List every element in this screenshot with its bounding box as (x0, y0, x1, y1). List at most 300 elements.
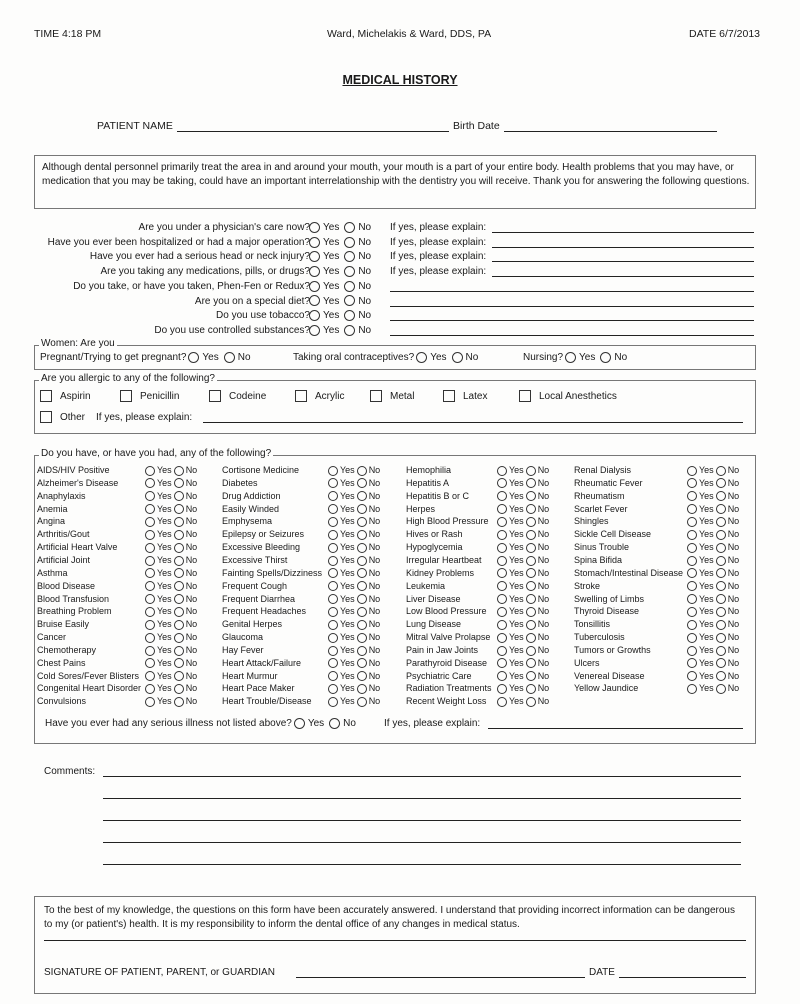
yes-radio[interactable] (328, 697, 338, 707)
yes-radio[interactable] (309, 251, 320, 262)
allergy-checkbox[interactable] (295, 390, 307, 402)
yes-radio[interactable] (145, 491, 155, 501)
yes-no-group (307, 265, 371, 279)
yes-label: Yes (699, 554, 714, 565)
yes-radio[interactable] (687, 478, 697, 488)
yes-radio[interactable] (497, 556, 507, 566)
comments-line[interactable] (103, 798, 741, 799)
no-radio[interactable] (357, 646, 367, 656)
no-label: No (727, 542, 740, 553)
yes-radio[interactable] (145, 556, 155, 566)
pregnant-yes-radio[interactable] (188, 352, 199, 363)
explain-field[interactable] (492, 222, 754, 233)
no-radio[interactable] (716, 594, 726, 604)
yes-radio[interactable] (328, 556, 338, 566)
no-label: No (368, 632, 381, 643)
no-radio[interactable] (716, 491, 726, 501)
explain-field[interactable] (492, 251, 754, 262)
comments-line[interactable] (103, 864, 741, 865)
yes-radio[interactable] (328, 517, 338, 527)
no-radio[interactable] (526, 620, 536, 630)
no-radio[interactable] (174, 491, 184, 501)
yes-label: Yes (157, 593, 172, 604)
no-label: No (537, 644, 550, 655)
no-radio[interactable] (716, 478, 726, 488)
no-radio[interactable] (174, 607, 184, 617)
yes-radio[interactable] (687, 530, 697, 540)
no-radio[interactable] (344, 295, 355, 306)
yes-radio[interactable] (497, 620, 507, 630)
no-radio[interactable] (716, 466, 726, 476)
yes-radio[interactable] (687, 491, 697, 501)
condition-yes-no (143, 605, 197, 617)
question-row (0, 324, 800, 338)
condition-yes-no (326, 695, 380, 707)
yes-radio[interactable] (687, 633, 697, 643)
no-radio[interactable] (526, 478, 536, 488)
yes-radio[interactable] (328, 530, 338, 540)
yes-radio[interactable] (687, 646, 697, 656)
birth-date-field[interactable] (504, 121, 717, 132)
yes-label: Yes (699, 542, 714, 553)
yes-label: Yes (340, 542, 355, 553)
form-time: TIME 4:18 PM (34, 28, 102, 40)
condition-yes-no (143, 515, 197, 527)
no-radio[interactable] (526, 684, 536, 694)
no-label: No (185, 490, 198, 501)
yes-label: Yes (509, 619, 524, 630)
attestation-rule (44, 940, 746, 941)
explain-field[interactable] (390, 325, 754, 336)
no-radio[interactable] (526, 517, 536, 527)
no-label: No (537, 554, 550, 565)
no-radio[interactable] (174, 504, 184, 514)
no-label: No (185, 683, 198, 694)
no-radio[interactable] (344, 281, 355, 292)
condition-yes-no (143, 618, 197, 630)
condition-label: Bruise Easily (37, 619, 90, 630)
yes-radio[interactable] (328, 478, 338, 488)
yes-radio[interactable] (687, 466, 697, 476)
yes-radio[interactable] (145, 607, 155, 617)
yes-label: Yes (340, 529, 355, 540)
no-radio[interactable] (357, 697, 367, 707)
condition-label: Artificial Heart Valve (37, 542, 118, 553)
yes-radio[interactable] (145, 466, 155, 476)
signature-label: SIGNATURE OF PATIENT, PARENT, or GUARDIAN (44, 967, 275, 978)
yes-radio[interactable] (497, 568, 507, 578)
allergy-checkbox[interactable] (40, 390, 52, 402)
no-radio[interactable] (357, 491, 367, 501)
yes-radio[interactable] (328, 671, 338, 681)
no-radio[interactable] (174, 633, 184, 643)
no-radio[interactable] (357, 466, 367, 476)
no-radio[interactable] (526, 633, 536, 643)
no-radio[interactable] (716, 530, 726, 540)
no-label: No (727, 683, 740, 694)
comments-line[interactable] (103, 820, 741, 821)
yes-radio[interactable] (687, 556, 697, 566)
comments-line[interactable] (103, 776, 741, 777)
yes-label: Yes (509, 632, 524, 643)
no-label: No (358, 310, 372, 322)
no-radio[interactable] (357, 684, 367, 694)
yes-radio[interactable] (687, 620, 697, 630)
question-row (0, 250, 800, 264)
yes-radio[interactable] (328, 684, 338, 694)
no-radio[interactable] (174, 466, 184, 476)
condition-label: Easily Winded (222, 503, 280, 514)
no-radio[interactable] (344, 310, 355, 321)
nursing-yes-radio[interactable] (565, 352, 576, 363)
no-radio[interactable] (344, 325, 355, 336)
allergy-checkbox[interactable] (120, 390, 132, 402)
yes-radio[interactable] (328, 568, 338, 578)
yes-radio[interactable] (328, 504, 338, 514)
yes-radio[interactable] (497, 594, 507, 604)
condition-yes-no (685, 631, 739, 643)
yes-radio[interactable] (309, 266, 320, 277)
no-radio[interactable] (716, 517, 726, 527)
yes-radio[interactable] (497, 543, 507, 553)
no-radio[interactable] (174, 568, 184, 578)
yes-radio[interactable] (145, 581, 155, 591)
condition-yes-no (495, 682, 549, 694)
yes-label: Yes (157, 696, 172, 707)
yes-radio[interactable] (309, 310, 320, 321)
yes-label: Yes (157, 683, 172, 694)
explain-field[interactable] (390, 296, 754, 307)
yes-radio[interactable] (497, 697, 507, 707)
no-radio[interactable] (716, 658, 726, 668)
yes-radio[interactable] (687, 504, 697, 514)
no-radio[interactable] (357, 556, 367, 566)
condition-label: Glaucoma (222, 632, 264, 643)
explain-field[interactable] (390, 310, 754, 321)
contraceptives-label: Taking oral contraceptives? (293, 352, 415, 364)
no-radio[interactable] (526, 607, 536, 617)
no-label: No (727, 657, 740, 668)
no-radio[interactable] (716, 646, 726, 656)
no-radio[interactable] (526, 568, 536, 578)
condition-label: Rheumatic Fever (574, 477, 643, 488)
condition-label: Cancer (37, 632, 67, 643)
yes-radio[interactable] (497, 478, 507, 488)
yes-radio[interactable] (687, 568, 697, 578)
no-radio[interactable] (174, 543, 184, 553)
yes-radio[interactable] (145, 504, 155, 514)
yes-label: Yes (307, 718, 325, 729)
allergy-checkbox[interactable] (443, 390, 455, 402)
no-radio[interactable] (716, 671, 726, 681)
explain-field[interactable] (492, 266, 754, 277)
no-radio[interactable] (716, 620, 726, 630)
yes-label: Yes (699, 632, 714, 643)
serious-explain-field[interactable] (488, 718, 743, 729)
question-row (0, 309, 800, 323)
condition-label: Congenital Heart Disorder (37, 683, 142, 694)
no-radio[interactable] (357, 568, 367, 578)
yes-radio[interactable] (328, 633, 338, 643)
no-radio[interactable] (526, 594, 536, 604)
yes-radio[interactable] (309, 325, 320, 336)
no-label: No (537, 606, 550, 617)
comments-line[interactable] (103, 842, 741, 843)
no-radio[interactable] (357, 594, 367, 604)
yes-radio[interactable] (687, 543, 697, 553)
explain-field[interactable] (492, 237, 754, 248)
no-radio[interactable] (174, 697, 184, 707)
yes-radio[interactable] (309, 281, 320, 292)
no-radio[interactable] (174, 658, 184, 668)
yes-radio[interactable] (328, 581, 338, 591)
yes-label: Yes (509, 477, 524, 488)
no-label: No (185, 465, 198, 475)
no-radio[interactable] (526, 581, 536, 591)
yes-radio[interactable] (328, 491, 338, 501)
yes-label: Yes (340, 619, 355, 630)
yes-radio[interactable] (687, 581, 697, 591)
yes-label: Yes (699, 670, 714, 681)
question-text: Do you use controlled substances? (154, 324, 310, 336)
no-radio[interactable] (174, 594, 184, 604)
yes-radio[interactable] (497, 504, 507, 514)
no-radio[interactable] (357, 620, 367, 630)
no-radio[interactable] (357, 478, 367, 488)
no-label: No (368, 593, 381, 604)
yes-radio[interactable] (328, 607, 338, 617)
yes-radio[interactable] (145, 517, 155, 527)
yes-radio[interactable] (497, 646, 507, 656)
no-radio[interactable] (526, 671, 536, 681)
condition-yes-no (685, 554, 739, 566)
yes-radio[interactable] (497, 684, 507, 694)
no-radio[interactable] (357, 581, 367, 591)
yes-label: Yes (157, 477, 172, 488)
yes-label: Yes (157, 580, 172, 591)
yes-label: Yes (509, 503, 524, 514)
serious-no-radio[interactable] (329, 718, 340, 729)
yes-radio[interactable] (145, 646, 155, 656)
yes-radio[interactable] (687, 658, 697, 668)
condition-label: Arthritis/Gout (37, 529, 90, 540)
no-radio[interactable] (344, 237, 355, 248)
no-radio[interactable] (357, 517, 367, 527)
yes-radio[interactable] (687, 607, 697, 617)
no-label: No (185, 670, 198, 681)
no-radio[interactable] (526, 504, 536, 514)
yes-radio[interactable] (328, 543, 338, 553)
yes-radio[interactable] (497, 491, 507, 501)
conditions-legend: Do you have, or have you had, any of the following? (41, 448, 272, 459)
no-radio[interactable] (526, 697, 536, 707)
no-radio[interactable] (344, 266, 355, 277)
yes-radio[interactable] (497, 530, 507, 540)
yes-radio[interactable] (328, 466, 338, 476)
condition-label: Cortisone Medicine (222, 465, 300, 475)
yes-radio[interactable] (145, 633, 155, 643)
condition-yes-no (495, 593, 549, 605)
condition-label: Renal Dialysis (574, 465, 632, 475)
yes-radio[interactable] (497, 607, 507, 617)
yes-radio[interactable] (309, 237, 320, 248)
contraceptives-no-radio[interactable] (452, 352, 463, 363)
yes-radio[interactable] (309, 222, 320, 233)
yes-radio[interactable] (328, 594, 338, 604)
no-radio[interactable] (174, 478, 184, 488)
condition-label: Radiation Treatments (406, 683, 492, 694)
yes-radio[interactable] (145, 620, 155, 630)
condition-label: Leukemia (406, 580, 446, 591)
allergy-checkbox[interactable] (209, 390, 221, 402)
condition-label: Thyroid Disease (574, 606, 640, 617)
pregnant-no-radio[interactable] (224, 352, 235, 363)
no-radio[interactable] (716, 633, 726, 643)
yes-radio[interactable] (497, 466, 507, 476)
yes-label: Yes (323, 236, 340, 248)
condition-label: Fainting Spells/Dizziness (222, 567, 323, 578)
no-radio[interactable] (357, 607, 367, 617)
yes-radio[interactable] (145, 697, 155, 707)
no-radio[interactable] (174, 517, 184, 527)
no-label: No (727, 619, 740, 630)
yes-radio[interactable] (497, 517, 507, 527)
no-label: No (465, 352, 479, 364)
no-radio[interactable] (357, 530, 367, 540)
yes-label: Yes (340, 490, 355, 501)
no-radio[interactable] (174, 646, 184, 656)
no-radio[interactable] (344, 251, 355, 262)
no-radio[interactable] (526, 491, 536, 501)
no-radio[interactable] (716, 607, 726, 617)
condition-label: Herpes (406, 503, 436, 514)
yes-radio[interactable] (687, 684, 697, 694)
yes-radio[interactable] (309, 295, 320, 306)
no-radio[interactable] (174, 530, 184, 540)
condition-yes-no (143, 657, 197, 669)
yes-radio[interactable] (145, 671, 155, 681)
yes-label: Yes (509, 554, 524, 565)
condition-label: Low Blood Pressure (406, 606, 487, 617)
yes-radio[interactable] (497, 671, 507, 681)
condition-yes-no (685, 580, 739, 592)
yes-radio[interactable] (145, 543, 155, 553)
no-radio[interactable] (526, 543, 536, 553)
condition-yes-no (326, 605, 380, 617)
yes-label: Yes (699, 580, 714, 591)
condition-label: Tonsillitis (574, 619, 611, 630)
no-radio[interactable] (174, 556, 184, 566)
birth-date-label: Birth Date (453, 120, 500, 132)
yes-radio[interactable] (497, 581, 507, 591)
yes-label: Yes (699, 477, 714, 488)
no-radio[interactable] (357, 633, 367, 643)
yes-label: Yes (157, 657, 172, 668)
no-radio[interactable] (716, 581, 726, 591)
condition-label: Swelling of Limbs (574, 593, 645, 604)
signature-field[interactable] (296, 967, 585, 978)
yes-radio[interactable] (328, 620, 338, 630)
pregnant-label: Pregnant/Trying to get pregnant? (40, 352, 187, 364)
allergy-other-explain-field[interactable] (203, 412, 743, 423)
no-label: No (727, 644, 740, 655)
no-radio[interactable] (716, 568, 726, 578)
yes-label: Yes (157, 632, 172, 643)
condition-yes-no (143, 528, 197, 540)
no-label: No (537, 670, 550, 681)
yes-radio[interactable] (328, 658, 338, 668)
no-label: No (368, 516, 381, 527)
allergy-checkbox[interactable] (519, 390, 531, 402)
no-radio[interactable] (357, 671, 367, 681)
yes-radio[interactable] (145, 684, 155, 694)
allergy-other-checkbox[interactable] (40, 411, 52, 423)
no-radio[interactable] (716, 684, 726, 694)
no-radio[interactable] (526, 556, 536, 566)
signature-date-field[interactable] (619, 967, 746, 978)
explain-field[interactable] (390, 281, 754, 292)
nursing-no-radio[interactable] (600, 352, 611, 363)
yes-radio[interactable] (497, 633, 507, 643)
no-radio[interactable] (357, 543, 367, 553)
no-label: No (368, 619, 381, 630)
no-radio[interactable] (174, 684, 184, 694)
yes-radio[interactable] (145, 478, 155, 488)
yes-radio[interactable] (687, 594, 697, 604)
yes-label: Yes (340, 465, 355, 475)
no-radio[interactable] (174, 620, 184, 630)
yes-radio[interactable] (145, 658, 155, 668)
contraceptives-yes-radio[interactable] (416, 352, 427, 363)
yes-radio[interactable] (497, 658, 507, 668)
yes-label: Yes (157, 465, 172, 475)
condition-yes-no (326, 541, 380, 553)
no-radio[interactable] (526, 658, 536, 668)
no-radio[interactable] (716, 504, 726, 514)
intro-text: Although dental personnel primarily treat the area in and around your mouth, your mouth is a part of your entire body. Health problems that you may have, or medication that you may be taking, could have an important interrelationship with the dentistry you will receive. Thank you for answering the following questions. (42, 162, 750, 187)
no-radio[interactable] (526, 466, 536, 476)
yes-label: Yes (509, 696, 524, 707)
yes-radio[interactable] (145, 530, 155, 540)
condition-label: Hay Fever (222, 644, 264, 655)
allergy-checkbox[interactable] (370, 390, 382, 402)
no-radio[interactable] (357, 504, 367, 514)
no-radio[interactable] (526, 530, 536, 540)
serious-yes-radio[interactable] (294, 718, 305, 729)
allergy-other (40, 411, 85, 425)
patient-name-field[interactable] (177, 121, 449, 132)
no-label: No (368, 696, 381, 707)
no-radio[interactable] (344, 222, 355, 233)
yes-radio[interactable] (145, 568, 155, 578)
yes-label: Yes (202, 352, 219, 364)
no-radio[interactable] (716, 556, 726, 566)
yes-radio[interactable] (687, 671, 697, 681)
no-radio[interactable] (716, 543, 726, 553)
allergy-other-explain-label: If yes, please explain: (96, 412, 193, 423)
no-radio[interactable] (174, 671, 184, 681)
no-label: No (368, 542, 381, 553)
no-radio[interactable] (526, 646, 536, 656)
no-radio[interactable] (357, 658, 367, 668)
condition-yes-no (495, 580, 549, 592)
no-radio[interactable] (174, 581, 184, 591)
condition-label: High Blood Pressure (406, 516, 489, 527)
yes-radio[interactable] (145, 594, 155, 604)
no-label: No (185, 554, 198, 565)
yes-radio[interactable] (328, 646, 338, 656)
yes-radio[interactable] (687, 517, 697, 527)
